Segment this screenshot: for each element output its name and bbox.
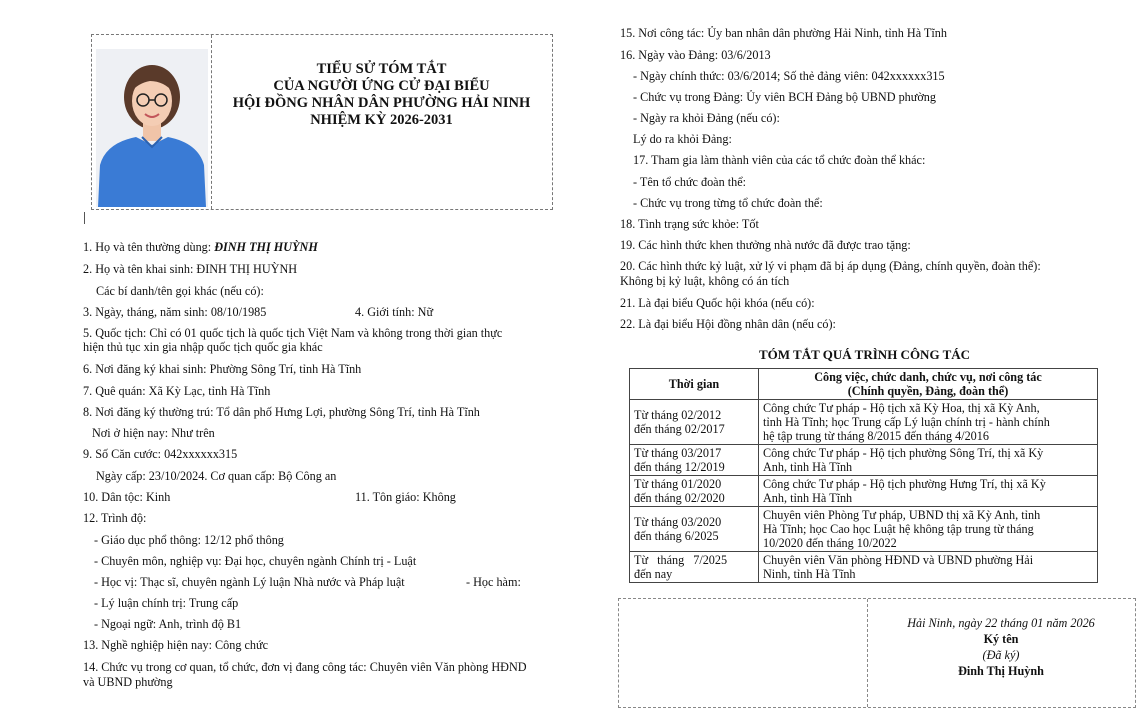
field-professional: - Chuyên môn, nghiệp vụ: Đại học, chuyên ngành Chính trị - Luật [94,554,417,568]
field-label: 1. Họ và tên thường dùng: [83,240,215,254]
signature-left-cell [619,599,868,707]
time-line: đến tháng 02/2020 [634,491,725,505]
table-cell-description [759,400,1098,445]
field-health: 18. Tình trạng sức khỏe: Tốt [620,217,759,231]
table-cell-description [759,507,1098,552]
column-header-description [759,369,1098,400]
field-nationality-2: hiện thủ tục xin gia nhập quốc tịch quốc gia khác [83,340,323,354]
column-header-description-line-1: Công việc, chức danh, chức vụ, nơi công tác [814,370,1042,384]
field-religion: 11. Tôn giáo: Không [355,490,456,504]
column-header-description-line-2: (Chính quyền, Đảng, đoàn thể) [847,384,1009,398]
title-line-3: HỘI ĐỒNG NHÂN DÂN PHƯỜNG HẢI NINH [232,95,531,111]
table-header-row [630,369,1098,400]
description-line: Anh, tỉnh Hà Tĩnh [763,460,853,474]
title-line-4: NHIỆM KỲ 2026-2031 [310,112,453,128]
field-position-2: và UBND phường [83,675,173,689]
description-line: Công chức Tư pháp - Hộ tịch xã Kỳ Hoa, thị xã Kỳ Anh, [763,401,1040,415]
field-occupation: 13. Nghề nghiệp hiện nay: Công chức [83,638,268,652]
field-party-leave-date: - Ngày ra khỏi Đảng (nếu có): [633,111,780,125]
field-birth-name: 2. Họ và tên khai sinh: ĐINH THỊ HUỲNH [83,262,298,276]
field-foreign-language: - Ngoại ngữ: Anh, trình độ B1 [94,617,242,631]
field-party-position: - Chức vụ trong Đảng: Ủy viên BCH Đảng bộ UBND phường [633,90,936,104]
description-line: Công chức Tư pháp - Hộ tịch phường Hưng Trí, thị xã Kỳ [763,477,1046,491]
field-organization-name: - Tên tổ chức đoàn thể: [633,175,746,189]
signed-note: (Đã ký) [982,648,1020,662]
table-row [630,507,1098,552]
field-workplace: 15. Nơi công tác: Ủy ban nhân dân phường Hải Ninh, tỉnh Hà Tĩnh [620,26,947,40]
time-line: Từ tháng 03/2020 [634,515,722,529]
signature-date: Hải Ninh, ngày 22 tháng 01 năm 2026 [907,616,1095,630]
field-ethnicity: 10. Dân tộc: Kinh [83,490,171,504]
field-peoples-council: 22. Là đại biểu Hội đồng nhân dân (nếu có): [620,317,836,331]
column-header-time: Thời gian [630,369,759,400]
title-line-1: TIỂU SỬ TÓM TẮT [316,61,447,77]
table-row [630,400,1098,445]
table-cell-time [630,552,759,583]
time-line: đến tháng 12/2019 [634,460,725,474]
table-cell-time [630,400,759,445]
field-nationality-1: 5. Quốc tịch: Chỉ có 01 quốc tịch là quốc tịch Việt Nam và không trong thời gian thực [83,326,503,340]
field-education: 12. Trình độ: [83,511,147,525]
table-row [630,476,1098,507]
table-cell-time [630,507,759,552]
table-cell-description [759,445,1098,476]
text-cursor [84,212,85,224]
table-cell-time [630,476,759,507]
field-position-1: 14. Chức vụ trong cơ quan, tổ chức, đơn vị đang công tác: Chuyên viên Văn phòng HĐND [83,660,527,674]
portrait-photo [92,35,211,209]
candidate-name: ĐINH THỊ HUỲNH [214,240,318,254]
field-political-theory: - Lý luận chính trị: Trung cấp [94,596,239,610]
description-line: hệ tập trung từ tháng 8/2015 đến tháng 4/2016 [763,429,989,443]
description-line: Anh, tỉnh Hà Tĩnh [763,491,853,505]
field-party-leave-reason: Lý do ra khỏi Đảng: [633,132,732,146]
table-cell-time [630,445,759,476]
field-general-education: - Giáo dục phổ thông: 12/12 phổ thông [94,533,284,547]
description-line: Chuyên viên Phòng Tư pháp, UBND thị xã Kỳ Anh, tỉnh [763,508,1041,522]
signer-name: Đinh Thị Huỳnh [958,664,1044,678]
table-cell-description [759,476,1098,507]
field-degree: - Học vị: Thạc sĩ, chuyên ngành Lý luận Nhà nước và Pháp luật [94,575,405,589]
time-line: đến tháng 6/2025 [634,529,719,543]
work-history-title: TÓM TẮT QUÁ TRÌNH CÔNG TÁC [758,347,971,362]
description-line: 10/2020 đến tháng 10/2022 [763,536,897,550]
field-birthdate: 3. Ngày, tháng, năm sinh: 08/10/1985 [83,305,267,319]
document-title [211,61,552,129]
work-history-table [629,368,1098,583]
field-party-official: - Ngày chính thức: 03/6/2014; Số thẻ đảng viên: 042xxxxxx315 [633,69,945,83]
portrait-photo-cell [92,35,212,209]
field-awards: 19. Các hình thức khen thưởng nhà nước đã được trao tặng: [620,238,911,252]
field-party-join-date: 16. Ngày vào Đảng: 03/6/2013 [620,48,771,62]
description-line: Ninh, tỉnh Hà Tĩnh [763,567,856,581]
table-row [630,552,1098,583]
table-cell-description [759,552,1098,583]
time-line: đến nay [634,567,673,581]
field-hometown: 7. Quê quán: Xã Kỳ Lạc, tỉnh Hà Tĩnh [83,384,271,398]
field-alias: Các bí danh/tên gọi khác (nếu có): [96,284,264,298]
time-line: Từ tháng 02/2012 [634,408,722,422]
signature-block [867,599,1135,707]
field-current-residence: Nơi ở hiện nay: Như trên [92,426,215,440]
field-discipline-1: 20. Các hình thức kỷ luật, xử lý vi phạm đã bị áp dụng (Đảng, chính quyền, đoàn thể): [620,259,1041,273]
field-permanent-residence: 8. Nơi đăng ký thường trú: Tổ dân phố Hưng Lợi, phường Sông Trí, tỉnh Hà Tĩnh [83,405,480,419]
field-organizations: 17. Tham gia làm thành viên của các tổ chức đoàn thể khác: [633,153,926,167]
field-common-name [83,240,318,254]
field-national-assembly: 21. Là đại biểu Quốc hội khóa (nếu có): [620,296,815,310]
description-line: tỉnh Hà Tĩnh; học Trung cấp Lý luận chính trị - hành chính [763,415,1050,429]
field-academic-title: - Học hàm: [466,575,521,589]
field-gender: 4. Giới tính: Nữ [355,305,434,319]
description-line: Công chức Tư pháp - Hộ tịch phường Sông Trí, thị xã Kỳ [763,446,1044,460]
time-line: Từ tháng 03/2017 [634,446,722,460]
field-birth-registration: 6. Nơi đăng ký khai sinh: Phường Sông Trí, tỉnh Hà Tĩnh [83,362,362,376]
table-row [630,445,1098,476]
signature-label: Ký tên [983,632,1019,646]
field-discipline-2: Không bị kỷ luật, không có án tích [620,274,790,288]
time-line: Từ tháng 7/2025 [634,553,728,567]
field-id-issue: Ngày cấp: 23/10/2024. Cơ quan cấp: Bộ Công an [96,469,337,483]
time-line: đến tháng 02/2017 [634,422,725,436]
field-organization-position: - Chức vụ trong từng tổ chức đoàn thể: [633,196,823,210]
header-box [91,34,553,210]
description-line: Hà Tĩnh; học Cao học Luật hệ không tập trung từ tháng [763,522,1034,536]
description-line: Chuyên viên Văn phòng HĐND và UBND phường Hải [763,553,1034,567]
field-id-number: 9. Số Căn cước: 042xxxxxx315 [83,447,238,461]
title-line-2: CỦA NGƯỜI ỨNG CỬ ĐẠI BIỂU [273,78,490,94]
signature-box [618,598,1136,708]
time-line: Từ tháng 01/2020 [634,477,722,491]
